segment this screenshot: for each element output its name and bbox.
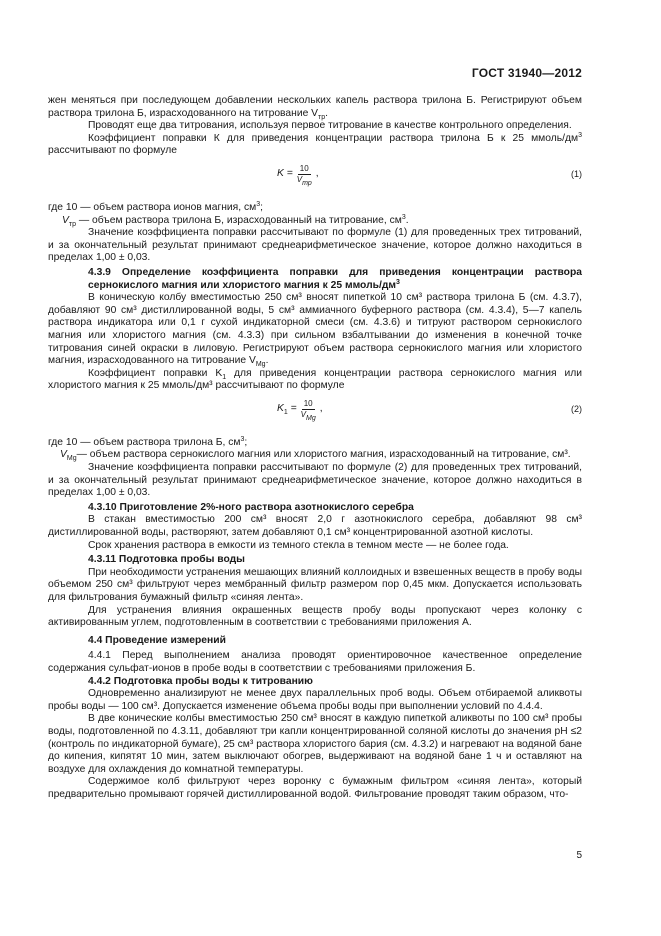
paragraph-titration-end xyxy=(48,95,582,120)
subscript: 1 xyxy=(283,409,288,417)
paragraph-4-4-1: 4.4.1 Перед выполнением анализа проводят ориентировочное качественное определение содержания сульфат-ионов в пробе воды в соответствии с требованиями приложения Б. xyxy=(48,650,582,674)
text: K xyxy=(277,403,284,415)
text: Коэффициент поправки K xyxy=(88,367,223,379)
paragraph-silver-nitrate: В стакан вместимостью 200 см³ вносят 2,0 г азотнокислого серебра, добавляют 98 см³ дистиллированной воды, растворяют, затем добавляют 0,1 см³ концентрированной азотной кислоты. xyxy=(48,514,582,539)
legend-term xyxy=(60,449,77,462)
text: жен меняться при последующем добавлении нескольких капель раствора трилона Б. Регистрируют объем раствора трилона Б, израсходованного на титрование V xyxy=(48,95,582,119)
text: 4.3.9 Определение коэффициента поправки для приведения концентрации раствора сернокислого магния или хлористого магния к 25 ммоль/дм xyxy=(88,266,582,291)
document-code-header: ГОСТ 31940—2012 xyxy=(471,66,582,80)
subscript: 1 xyxy=(222,373,227,381)
paragraph-two-titrations: Проводят еще два титрования, используя первое титрование в качестве контрольного определения. xyxy=(88,120,572,132)
formula-tail: , xyxy=(315,168,319,180)
formula-2 xyxy=(48,397,582,429)
paragraph-coefficient-value-2: Значение коэффициента поправки рассчитывают по формуле (2) для проведенных трех титрований, и за окончательный результат принимают среднеарифметическое значение, которое должно находиться в пределах 1,00 ± 0,03. xyxy=(48,462,582,499)
section-4-3-9-heading xyxy=(48,267,582,292)
text: . xyxy=(265,355,269,367)
text: — объем раствора трилона Б, израсходованный на титрование, см xyxy=(75,214,402,226)
subscript: Mg xyxy=(255,361,266,369)
legend-1-line-1: где 10 — объем раствора ионов магния, $см^3$; xyxy=(48,200,263,213)
text: V xyxy=(300,409,306,419)
formula-number: (2) xyxy=(571,403,582,414)
subscript: тр xyxy=(318,113,326,121)
formula-lhs: K = xyxy=(277,168,293,180)
legend-description: — объем раствора сернокислого магния или хлористого магния, израсходованный на титрование, см³. xyxy=(76,449,571,461)
section-4-4-heading: 4.4 Проведение измерений xyxy=(88,634,226,646)
page-number: 5 xyxy=(576,850,582,861)
paragraph-conical-flasks: В две конические колбы вместимостью 250 см³ вносят в каждую пипеткой аликвоты по 100 см³ пробы воды, подготовленной по 4.3.11, добавляют три капли концентрированной соляной кислоты до значения рН ≤2 (контроль по индикаторной бумаге), 25 см³ раствора хлористого бария (см. 4.3.2) и нагревают на водяной бане до кипения, кипятят 10 мин, затем выключают обогрев, выдерживают на водяной бане 1 ч и оставляют на воздухе для охлаждения до комнатной температуры. xyxy=(48,713,582,775)
legend-1-line-2: $V_{тр}$ — объем раствора трилона Б, израсходованный на титрование, $см^3$. xyxy=(62,213,409,228)
legend-2-line-2 xyxy=(48,449,582,462)
section-4-4-2-heading: 4.4.2 Подготовка пробы воды к титрованию xyxy=(88,675,313,687)
formula-fraction xyxy=(299,399,318,420)
fraction-denominator xyxy=(299,410,318,420)
variable: V xyxy=(60,449,67,461)
text: для приведения концентрации раствора сернокислого магния или хлористого магния к 25 ммоль/дм³ рассчитывают по формуле xyxy=(48,367,582,392)
text: где 10 — объем раствора ионов магния, см xyxy=(48,201,257,213)
text: . xyxy=(325,107,329,119)
text: V xyxy=(296,174,303,184)
superscript: 3 xyxy=(395,278,400,286)
paragraph-parallel-samples: Одновременно анализируют не менее двух параллельных проб воды. Объем отбираемой аликвоты пробы воды — 100 см³. Допускается изменение объема пробы воды при выполнении условий по 4.4.4. xyxy=(48,688,582,712)
text: рассчитывают по формуле xyxy=(48,145,177,157)
paragraph-storage: Срок хранения раствора в емкости из темного стекла в темном месте — не более года. xyxy=(88,539,509,551)
formula-fraction xyxy=(295,164,314,185)
formula-number: (1) xyxy=(571,168,582,179)
formula-lhs xyxy=(277,403,297,416)
paragraph-magnesium-titration xyxy=(48,292,582,368)
fraction-denominator xyxy=(295,175,314,185)
text: Коэффициент поправки К для приведения концентрации раствора трилона Б к 25 ммоль/дм xyxy=(88,132,579,144)
subscript: тр xyxy=(68,220,76,228)
paragraph-flask-filtration: Содержимое колб фильтруют через воронку с бумажным фильтром «синяя лента», который предварительно промывают горячей дистиллированной водой. Фильтрование проводят таким образом, что- xyxy=(48,776,582,800)
superscript: 3 xyxy=(401,213,406,221)
section-4-3-10-heading: 4.3.10 Приготовление 2%-ного раствора азотнокислого серебра xyxy=(88,501,414,513)
fraction-numerator: 10 xyxy=(299,163,309,173)
paragraph-coefficient-k xyxy=(48,133,582,158)
formula-tail: , xyxy=(319,403,323,415)
text: = xyxy=(287,403,297,415)
legend-2-line-1: где 10 — объем раствора трилона Б, $см^3$; xyxy=(48,435,248,448)
formula-1-expression xyxy=(277,164,319,185)
formula-1 xyxy=(48,162,582,194)
superscript: 3 xyxy=(240,435,245,443)
text: В коническую колбу вместимостью 250 см³ вносят пипеткой 10 см³ раствора трилона Б (см. 4.3.7), добавляют 90 см³ дистиллированной воды, 5 см³ аммиачного буферного раствора (см. 4.3.4), 5—7 капель раствора индикатора или 0,1 г сухой индикаторной смеси (см. 4.3.6) и титруют раствором сернокислого магния или хлористого магния (см. 4.3.3) при сильном взбалтывании до изменения в конечной точке титрования синей окраски в лиловую. Регистрируют объем раствора сернокислого магния или хлористого магния, израсходованного на титрование V xyxy=(48,292,582,367)
fraction-numerator: 10 xyxy=(303,398,313,408)
superscript: 3 xyxy=(256,200,261,208)
paragraph-filtration: При необходимости устранения мешающих влияний коллоидных и взвешенных веществ в пробу воды объемом 250 см³ фильтруют через мембранный фильтр размером пор 0,45 мкм. Допускается использовать для фильтрования бумажный фильтр «синяя лента». xyxy=(48,566,582,603)
subscript: тр xyxy=(302,179,312,187)
superscript: 3 xyxy=(578,131,582,139)
variable: V xyxy=(62,214,69,226)
paragraph-coefficient-k1 xyxy=(48,368,582,393)
text: где 10 — объем раствора трилона Б, см xyxy=(48,436,241,448)
document-body xyxy=(48,95,582,802)
subscript: Mg xyxy=(306,414,316,422)
section-4-3-11-heading: 4.3.11 Подготовка пробы воды xyxy=(88,554,245,566)
paragraph-coefficient-value-1: Значение коэффициента поправки рассчитывают по формуле (1) для проведенных трех титрований, и за окончательный результат принимают среднеарифметическое значение, которое должно находиться в пределах 1,00 ± 0,03. xyxy=(48,227,582,264)
paragraph-activated-carbon: Для устранения влияния окрашенных веществ пробу воды пропускают через колонку с активированным углем, подготовленным в соответствии с требованиями приложения А. xyxy=(48,604,582,629)
subscript: Mg xyxy=(66,455,77,463)
formula-2-expression xyxy=(277,399,323,420)
